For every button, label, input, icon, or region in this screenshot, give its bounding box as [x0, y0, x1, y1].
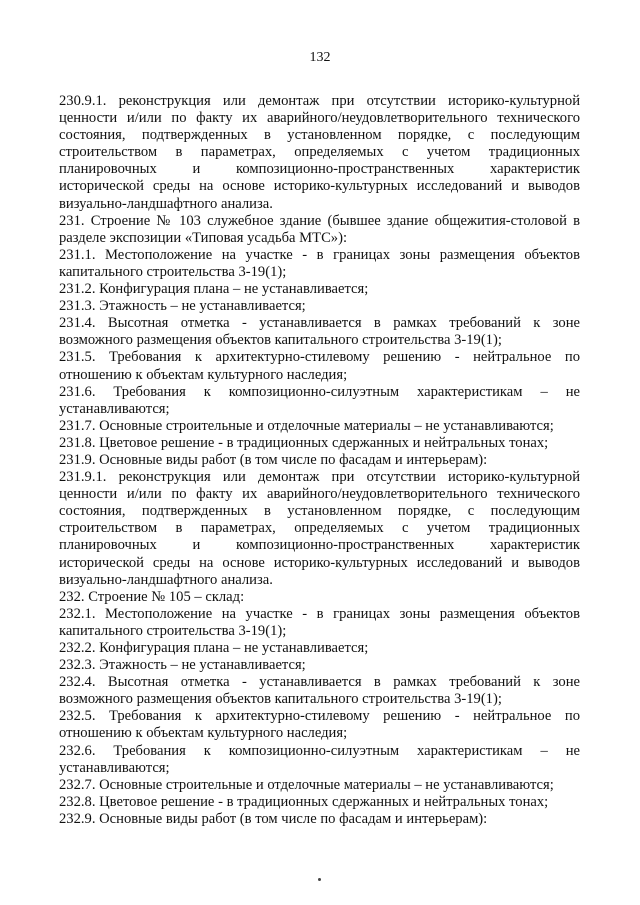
- text-line: 230.9.1. реконструкция или демонтаж при отсутствии историко-культурной: [59, 93, 580, 109]
- text-line: планировочных и композиционно-пространственных характеристик: [59, 161, 580, 178]
- text-line: ценности и/или по факту их аварийного/неудовлетворительного технического: [59, 486, 580, 503]
- text-line: 232.4. Высотная отметка - устанавливается в рамках требований к зоне: [59, 674, 580, 691]
- text-line: 231.6. Требования к композиционно-силуэтным характеристикам – не: [59, 383, 580, 400]
- text-line: 231.2. Конфигурация плана – не устанавливается;: [59, 281, 369, 298]
- text-line: состояния, подтвержденных в установленном порядке, с последующим: [59, 127, 580, 144]
- text-line: 232.2. Конфигурация плана – не устанавливается;: [59, 640, 369, 656]
- text-line: 232.6. Требования к композиционно-силуэтным характеристикам – не: [59, 742, 580, 759]
- text-line: устанавливаются;: [59, 759, 170, 776]
- text-line: визуально-ландшафтного анализа.: [59, 195, 273, 212]
- text-line: 232.9. Основные виды работ (в том числе по фасадам и интерьерам):: [59, 810, 488, 827]
- text-line: 232. Строение № 105 – склад:: [59, 588, 245, 605]
- text-line: исторической среды на основе историко-культурных исследований и выводов: [59, 178, 580, 195]
- text-line: разделе экспозиции «Типовая усадьба МТС»):: [59, 229, 348, 246]
- text-line: 231. Строение № 103 служебное здание (бывшее здание общежития-столовой в: [59, 212, 580, 229]
- text-line: визуально-ландшафтного анализа.: [59, 571, 273, 588]
- text-line: строительством в параметрах, определяемых с учетом традиционных: [59, 144, 580, 161]
- text-line: капитального строительства 3-19(1);: [59, 622, 287, 639]
- text-line: 231.8. Цветовое решение - в традиционных сдержанных и нейтральных тонах;: [59, 434, 549, 451]
- page-number: 132: [309, 50, 331, 65]
- text-line: возможного размещения объектов капитального строительства 3-19(1);: [59, 332, 502, 349]
- text-line: 231.9.1. реконструкция или демонтаж при отсутствии историко-культурной: [59, 469, 580, 486]
- text-line: 232.5. Требования к архитектурно-стилевому решению - нейтральное по: [59, 708, 580, 725]
- scan-speck: [318, 878, 321, 881]
- text-line: отношению к объектам культурного наследия;: [59, 725, 348, 742]
- text-line: 232.1. Местоположение на участке - в границах зоны размещения объектов: [59, 605, 580, 622]
- text-line: 231.4. Высотная отметка - устанавливается в рамках требований к зоне: [59, 315, 580, 332]
- text-line: 231.5. Требования к архитектурно-стилевому решению - нейтральное по: [59, 349, 580, 366]
- text-line: капитального строительства 3-19(1);: [59, 263, 287, 280]
- text-line: ценности и/или по факту их аварийного/неудовлетворительного технического: [59, 110, 580, 127]
- text-line: строительством в параметрах, определяемых с учетом традиционных: [59, 520, 580, 537]
- text-line: 232.7. Основные строительные и отделочные материалы – не устанавливаются;: [59, 776, 554, 793]
- text-line: состояния, подтвержденных в установленном порядке, с последующим: [59, 503, 580, 520]
- text-line: 232.8. Цветовое решение - в традиционных сдержанных и нейтральных тонах;: [59, 793, 549, 810]
- document-body: [59, 93, 580, 828]
- text-line: возможного размещения объектов капитального строительства 3-19(1);: [59, 691, 502, 708]
- text-line: 231.1. Местоположение на участке - в границах зоны размещения объектов: [59, 246, 580, 263]
- text-line: устанавливаются;: [59, 400, 170, 417]
- text-line: 232.3. Этажность – не устанавливается;: [59, 657, 306, 674]
- text-line: 231.9. Основные виды работ (в том числе по фасадам и интерьерам):: [59, 451, 488, 468]
- text-line: 231.7. Основные строительные и отделочные материалы – не устанавливаются;: [59, 417, 554, 434]
- text-line: планировочных и композиционно-пространственных характеристик: [59, 537, 580, 554]
- text-line: отношению к объектам культурного наследия;: [59, 366, 348, 383]
- text-line: исторической среды на основе историко-культурных исследований и выводов: [59, 554, 580, 571]
- text-line: 231.3. Этажность – не устанавливается;: [59, 298, 306, 315]
